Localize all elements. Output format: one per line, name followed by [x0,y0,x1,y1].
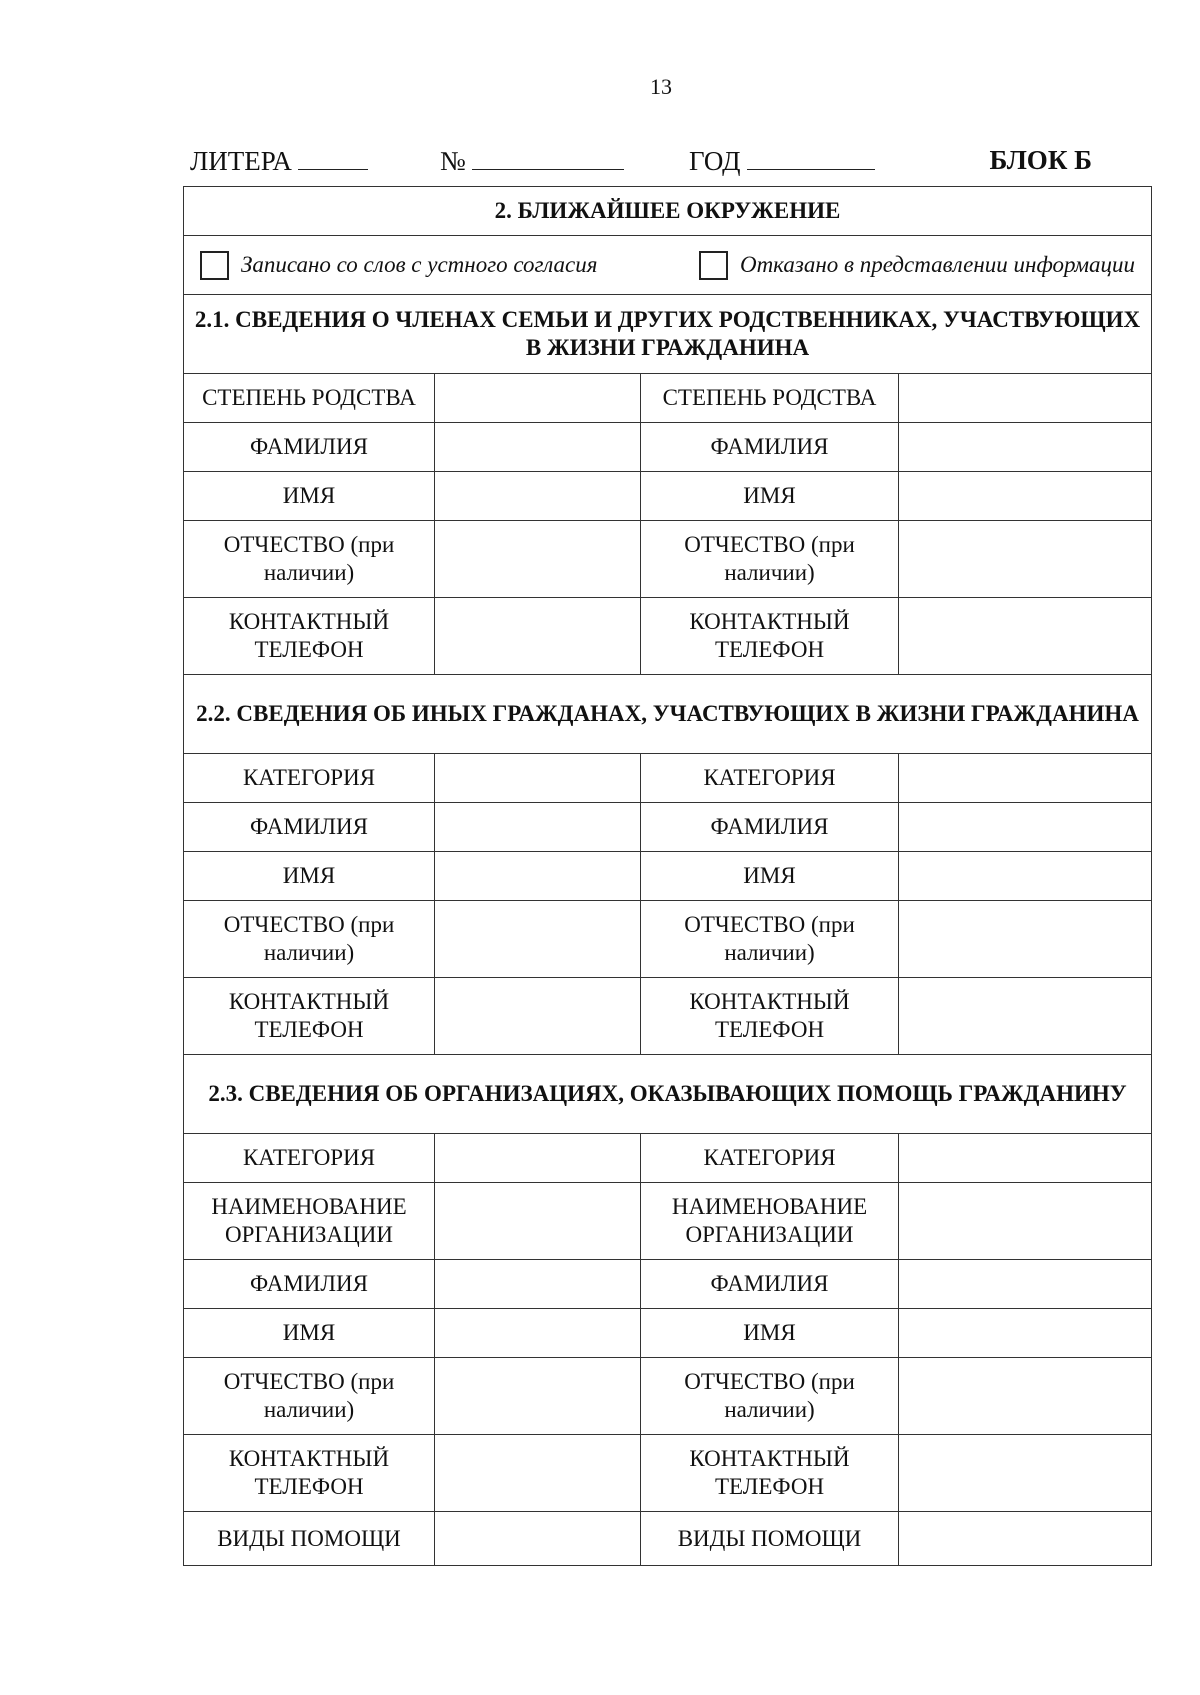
value-cell-right[interactable] [899,901,1152,978]
section-2-header-row [184,187,1152,236]
row-label-left: ОТЧЕСТВО (при наличии) [184,901,435,978]
value-cell-left[interactable] [435,472,641,521]
value-cell-right[interactable] [899,472,1152,521]
value-cell-right[interactable] [899,754,1152,803]
year-input[interactable] [747,145,875,170]
value-cell-right[interactable] [899,598,1152,675]
table-row [184,1358,1152,1435]
row-label-left: КАТЕГОРИЯ [184,754,435,803]
section-2-1-title: 2.1. СВЕДЕНИЯ О ЧЛЕНАХ СЕМЬИ И ДРУГИХ РОДСТВЕННИКАХ, УЧАСТВУЮЩИХ В ЖИЗНИ ГРАЖДАНИНА [184,295,1152,374]
row-label-right: КОНТАКТНЫЙ ТЕЛЕФОН [641,1435,899,1512]
value-cell-left[interactable] [435,803,641,852]
consent-option[interactable] [200,251,597,280]
row-label-right: ИМЯ [641,472,899,521]
table-row [184,423,1152,472]
year-label: ГОД [689,146,741,176]
row-label-left: КОНТАКТНЫЙ ТЕЛЕФОН [184,978,435,1055]
consent-options [190,251,1145,280]
row-label-left: ОТЧЕСТВО (при наличии) [184,521,435,598]
value-cell-right[interactable] [899,1435,1152,1512]
row-label-left: ИМЯ [184,852,435,901]
row-label-right: КОНТАКТНЫЙ ТЕЛЕФОН [641,598,899,675]
value-cell-right[interactable] [899,1260,1152,1309]
table-row [184,521,1152,598]
value-cell-right[interactable] [899,521,1152,598]
value-cell-left[interactable] [435,1358,641,1435]
row-label-left: ИМЯ [184,472,435,521]
value-cell-left[interactable] [435,978,641,1055]
value-cell-right[interactable] [899,852,1152,901]
table-row [184,852,1152,901]
row-label-left: КОНТАКТНЫЙ ТЕЛЕФОН [184,598,435,675]
block-label: БЛОК Б [989,145,1092,175]
table-row [184,754,1152,803]
row-label-right: ФАМИЛИЯ [641,803,899,852]
table-row [184,1512,1152,1566]
table-row [184,1260,1152,1309]
row-label-left: СТЕПЕНЬ РОДСТВА [184,374,435,423]
value-cell-right[interactable] [899,978,1152,1055]
value-cell-left[interactable] [435,374,641,423]
litera-field [190,145,368,177]
table-row [184,978,1152,1055]
row-label-left: КОНТАКТНЫЙ ТЕЛЕФОН [184,1435,435,1512]
page-number: 13 [650,74,672,99]
row-label-right: ИМЯ [641,852,899,901]
consent-label: Записано со слов с устного согласия [241,252,598,277]
value-cell-right[interactable] [899,374,1152,423]
value-cell-left[interactable] [435,901,641,978]
value-cell-right[interactable] [899,1134,1152,1183]
value-cell-left[interactable] [435,423,641,472]
value-cell-left[interactable] [435,1435,641,1512]
refusal-option[interactable] [699,251,1135,280]
value-cell-right[interactable] [899,1183,1152,1260]
row-label-left: ИМЯ [184,1309,435,1358]
table-row [184,374,1152,423]
value-cell-right[interactable] [899,1309,1152,1358]
table-row [184,1435,1152,1512]
table-row [184,803,1152,852]
section-2-title: 2. БЛИЖАЙШЕЕ ОКРУЖЕНИЕ [184,187,1152,236]
table-row [184,1309,1152,1358]
value-cell-left[interactable] [435,1260,641,1309]
row-label-right: ВИДЫ ПОМОЩИ [641,1512,899,1566]
value-cell-left[interactable] [435,598,641,675]
row-label-left: КАТЕГОРИЯ [184,1134,435,1183]
form-header [187,145,1092,179]
table-row [184,598,1152,675]
row-label-right: ОТЧЕСТВО (при наличии) [641,901,899,978]
row-label-right: ОТЧЕСТВО (при наличии) [641,521,899,598]
row-label-right: ИМЯ [641,1309,899,1358]
litera-label: ЛИТЕРА [190,146,292,176]
number-input[interactable] [472,145,624,170]
row-label-left: ОТЧЕСТВО (при наличии) [184,1358,435,1435]
row-label-right: ОТЧЕСТВО (при наличии) [641,1358,899,1435]
row-label-left: ФАМИЛИЯ [184,1260,435,1309]
table-row [184,1183,1152,1260]
litera-input[interactable] [298,145,368,170]
table-row [184,1134,1152,1183]
consent-checkbox[interactable] [200,251,229,280]
refusal-label: Отказано в представлении информации [739,252,1136,277]
number-field [440,145,624,177]
row-label-left: ФАМИЛИЯ [184,423,435,472]
value-cell-left[interactable] [435,1309,641,1358]
row-label-right: КОНТАКТНЫЙ ТЕЛЕФОН [641,978,899,1055]
form-table [183,186,1152,1566]
value-cell-right[interactable] [899,1358,1152,1435]
row-label-right: НАИМЕНОВАНИЕ ОРГАНИЗАЦИИ [641,1183,899,1260]
row-label-left: ФАМИЛИЯ [184,803,435,852]
row-label-left: ВИДЫ ПОМОЩИ [184,1512,435,1566]
refusal-checkbox[interactable] [699,251,728,280]
row-label-right: КАТЕГОРИЯ [641,1134,899,1183]
value-cell-left[interactable] [435,1134,641,1183]
value-cell-right[interactable] [899,803,1152,852]
row-label-left: НАИМЕНОВАНИЕ ОРГАНИЗАЦИИ [184,1183,435,1260]
number-label: № [440,146,466,176]
year-field [689,145,875,177]
row-label-right: СТЕПЕНЬ РОДСТВА [641,374,899,423]
table-row [184,901,1152,978]
section-2-2-title: 2.2. СВЕДЕНИЯ ОБ ИНЫХ ГРАЖДАНАХ, УЧАСТВУЮЩИХ В ЖИЗНИ ГРАЖДАНИНА [184,675,1152,754]
value-cell-right[interactable] [899,423,1152,472]
consent-row [184,236,1152,295]
value-cell-left[interactable] [435,521,641,598]
row-label-right: КАТЕГОРИЯ [641,754,899,803]
section-2-3-header-row [184,1055,1152,1134]
row-label-right: ФАМИЛИЯ [641,423,899,472]
value-cell-left[interactable] [435,852,641,901]
value-cell-left[interactable] [435,1512,641,1566]
section-2-1-header-row [184,295,1152,374]
table-row [184,472,1152,521]
section-2-3-title: 2.3. СВЕДЕНИЯ ОБ ОРГАНИЗАЦИЯХ, ОКАЗЫВАЮЩИХ ПОМОЩЬ ГРАЖДАНИНУ [184,1055,1152,1134]
value-cell-right[interactable] [899,1512,1152,1566]
row-label-right: ФАМИЛИЯ [641,1260,899,1309]
section-2-2-header-row [184,675,1152,754]
value-cell-left[interactable] [435,754,641,803]
value-cell-left[interactable] [435,1183,641,1260]
